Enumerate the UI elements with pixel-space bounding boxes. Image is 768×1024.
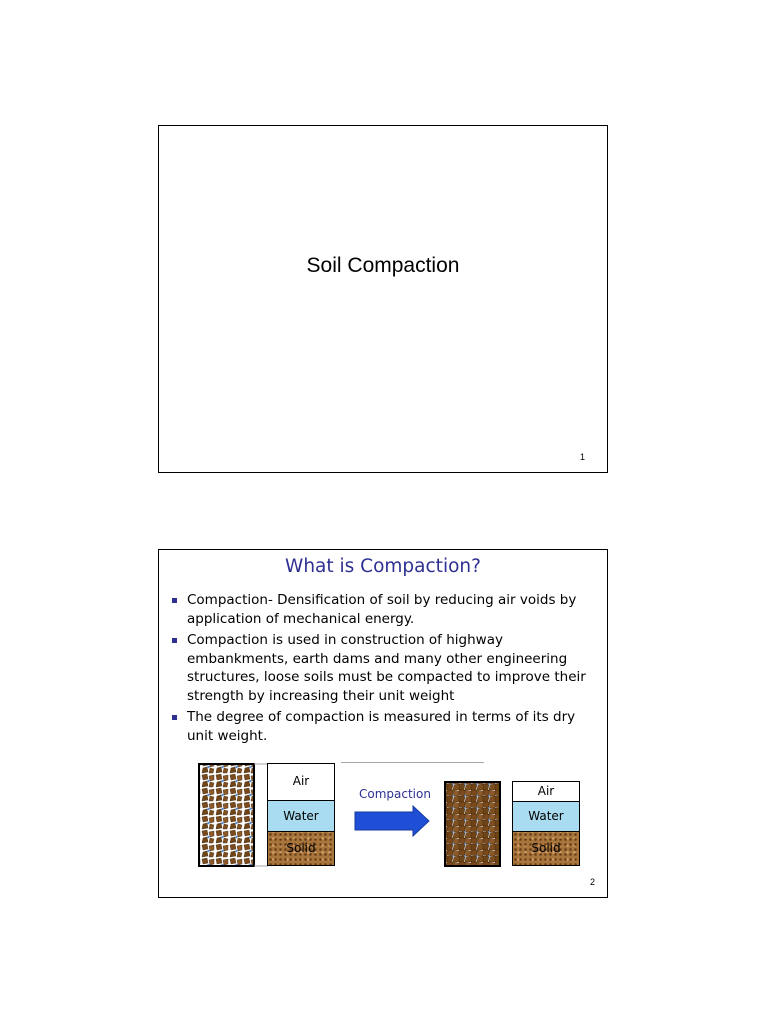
- bullet-list: [171, 591, 595, 748]
- divider-line: [341, 762, 484, 763]
- bullet-square-icon: [172, 638, 177, 643]
- phase-water-before: Water: [267, 800, 335, 832]
- page-number: 1: [579, 452, 585, 462]
- page-number: 2: [589, 877, 595, 887]
- slide-title: Soil Compaction: [306, 254, 460, 277]
- loose-soil-sample: [199, 764, 254, 866]
- slide-1: [158, 125, 608, 473]
- slide-2: [158, 549, 608, 898]
- phase-solid-after: Solid: [512, 831, 580, 866]
- phase-solid-before: Solid: [267, 831, 335, 866]
- dense-soil-sample: [445, 782, 500, 866]
- bullet-item: [171, 591, 595, 628]
- bullet-text: The degree of compaction is measured in terms of its dry unit weight.: [187, 709, 576, 744]
- slide-title: What is Compaction?: [285, 556, 481, 577]
- bullet-square-icon: [172, 715, 177, 720]
- phase-air-before: Air: [267, 763, 335, 801]
- compaction-label: Compaction: [359, 787, 431, 801]
- bullet-item: [171, 631, 595, 705]
- bullet-text: Compaction- Densification of soil by reducing air voids by application of mechanical energy.: [187, 592, 577, 627]
- compaction-arrow-icon: [355, 806, 429, 836]
- bullet-text: Compaction is used in construction of highway embankments, earth dams and many other engineering structures, loose soils must be compacted to improve their strength by increasing their unit weight: [187, 632, 586, 704]
- phase-air-after: Air: [512, 781, 580, 802]
- bullet-square-icon: [172, 598, 177, 603]
- bullet-item: [171, 708, 595, 745]
- phase-water-after: Water: [512, 801, 580, 832]
